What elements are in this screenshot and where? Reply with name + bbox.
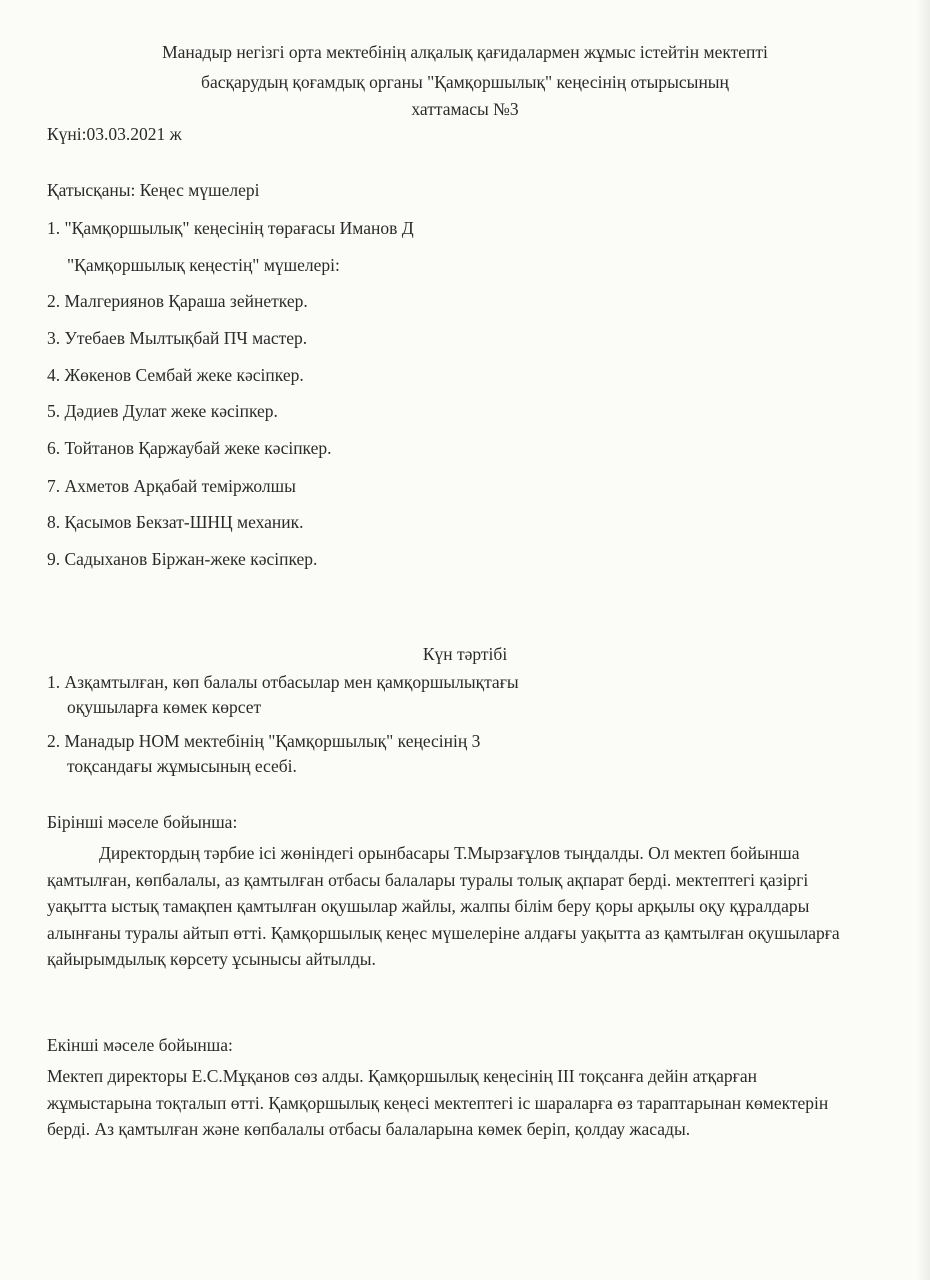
meeting-date: Күні:03.03.2021 ж	[47, 124, 182, 144]
issue-1-header: Бірінші мәселе бойынша:	[47, 812, 238, 832]
member-item: 8. Қасымов Бекзат-ШНЦ механик.	[47, 512, 304, 532]
agenda-item-line-1: 1. Азқамтылған, көп балалы отбасылар мен қамқоршылықтағы	[47, 672, 519, 692]
member-item: 9. Садыханов Біржан-жеке кәсіпкер.	[47, 549, 318, 569]
member-item: 2. Малгериянов Қараша зейнеткер.	[47, 291, 308, 311]
agenda-item	[47, 670, 519, 720]
issue-1-text	[47, 840, 857, 973]
issue-2-text: Мектеп директоры Е.С.Мұқанов сөз алды. Қамқоршылық кеңесінің ІІІ тоқсанға дейін атқарған жұмыстарына тоқталып өтті. Қамқоршылық кеңесі мектептегі іс шараларға өз тараптарынан көмектерін берді. Аз қамтылған және көпбалалы отбасы балаларына көмек беріп, қолдау жасады.	[47, 1066, 829, 1139]
protocol-title-line-3: хаттамасы №3	[411, 99, 519, 119]
scan-edge-shadow	[916, 0, 930, 1280]
member-item: 4. Жөкенов Сембай жеке кәсіпкер.	[47, 365, 304, 385]
member-item: 5. Дәдиев Дулат жеке кәсіпкер.	[47, 401, 278, 421]
agenda-item	[47, 729, 480, 779]
members-header: "Қамқоршылық кеңестің" мүшелері:	[67, 255, 340, 275]
issue-1-body: Директордың тәрбие ісі жөніндегі орынбасары Т.Мырзағұлов тыңдалды. Ол мектеп бойынша қамтылған, көпбалалы, аз қамтылған отбасы балалары туралы толық ақпарат берді. мектептегі қазіргі уақытта ыстық тамақпен қамтылған оқушылар жайлы, жалпы білім беру қоры арқылы оқу құралдары алынғаны туралы айтып өтті. Қамқоршылық кеңес мүшелеріне алдағы уақытта аз қамтылған оқушыларға қайырымдылық көрсету ұсынысы айтылды.	[47, 843, 840, 969]
member-item: 3. Утебаев Мылтықбай ПЧ мастер.	[47, 328, 308, 348]
member-item: 7. Ахметов Арқабай теміржолшы	[47, 476, 296, 496]
member-item: 6. Тойтанов Қаржаубай жеке кәсіпкер.	[47, 438, 332, 458]
agenda-item-line-2: оқушыларға көмек көрсет	[67, 697, 262, 717]
issue-2-header: Екінші мәселе бойынша:	[47, 1035, 233, 1055]
agenda-header: Күн тәртібі	[422, 644, 508, 664]
participants-header: Қатысқаны: Кеңес мүшелері	[47, 180, 260, 200]
agenda-item-line-2: тоқсандағы жұмысының есебі.	[67, 756, 297, 776]
agenda-item-line-1: 2. Манадыр НОМ мектебінің "Қамқоршылық" кеңесінің 3	[47, 731, 481, 751]
protocol-title-line-1: Манадыр негізгі орта мектебінің алқалық қағидалармен жұмыс істейтін мектепті	[162, 42, 768, 62]
council-chair: 1. "Қамқоршылық" кеңесінің төрағасы Иманов Д	[47, 218, 414, 238]
protocol-title-line-2: басқарудың қоғамдық органы "Қамқоршылық" кеңесінің отырысының	[201, 72, 729, 92]
